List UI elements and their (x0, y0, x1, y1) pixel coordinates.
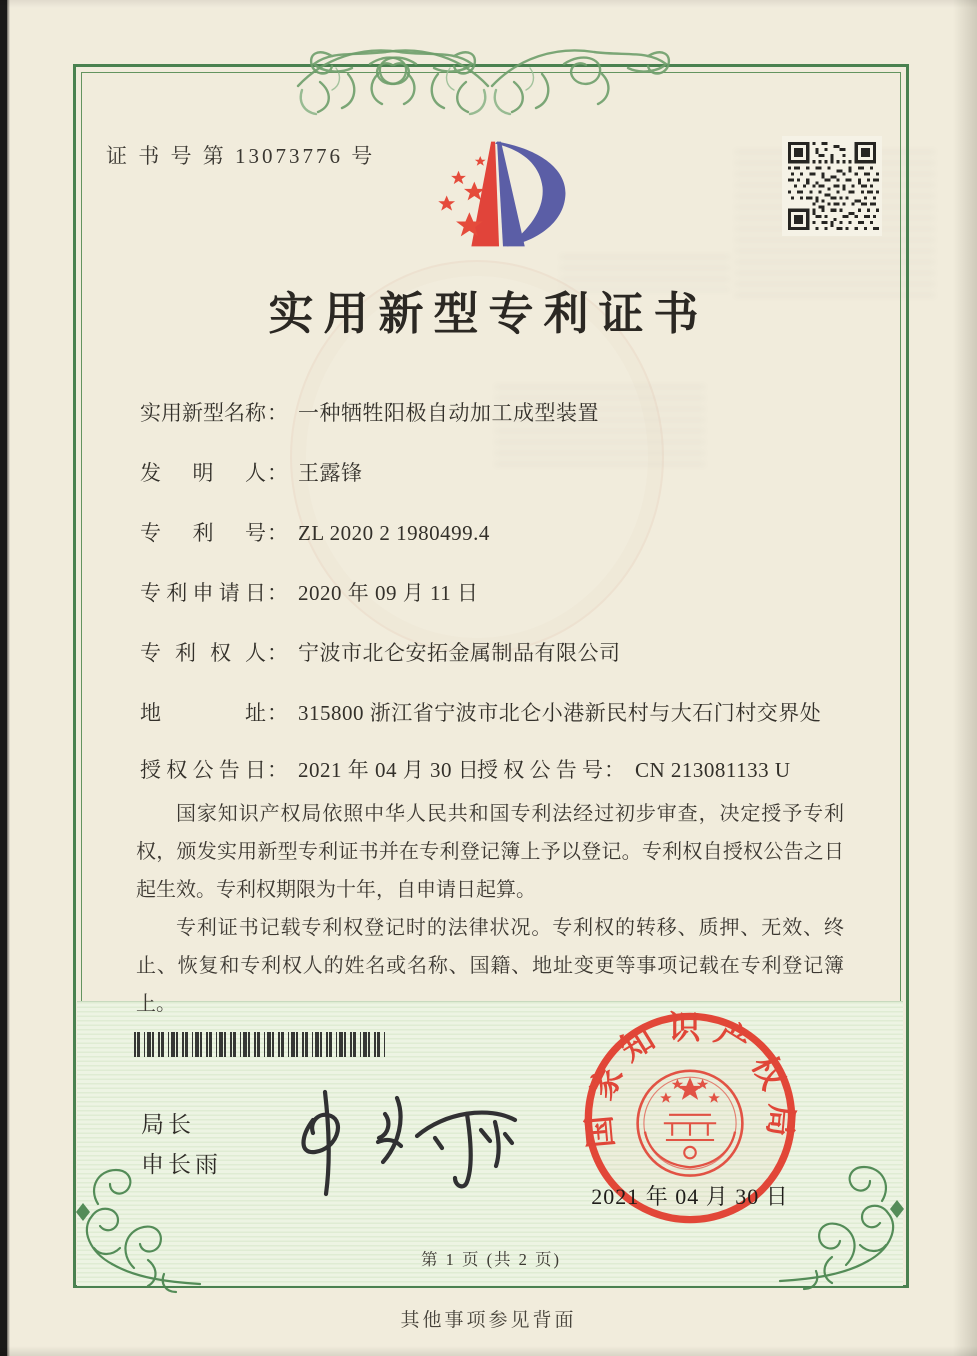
field-label: 实用新型名称 (140, 401, 266, 425)
field-colon: ： (604, 758, 625, 782)
field-label: 授权公告日 (140, 758, 266, 782)
grant-date-under-seal: 2021 年 04 月 30 日 (591, 1184, 789, 1209)
scan-edge-left-shadow (7, 0, 10, 1356)
field-label: 地址 (140, 701, 266, 725)
field-value: CN 213081133 U (635, 758, 791, 782)
back-side-note: 其他事项参见背面 (400, 1310, 577, 1331)
legal-paragraph-1: 国家知识产权局依照中华人民共和国专利法经过初步审查，决定授予专利权，颁发实用新型专利证书并在专利登记簿上予以登记。专利权自授权公告之日起生效。专利权期限为十年，自申请日起算。 (136, 803, 844, 901)
field-colon: ： (267, 521, 288, 545)
field-label: 专利号 (140, 521, 266, 545)
field-grant-date (140, 758, 479, 782)
field-label: 专利权人 (140, 641, 266, 665)
field-label: 发明人 (140, 461, 266, 485)
seal-text: 国家知识产权局 (580, 1010, 800, 1150)
cnipa-logo (418, 132, 586, 256)
legal-text (136, 795, 844, 1023)
field-value: 315800 浙江省宁波市北仑小港新民村与大石门村交界处 (298, 701, 822, 725)
legal-paragraph-2: 专利证书记载专利权登记时的法律状况。专利权的转移、质押、无效、终止、恢复和专利权人的姓名或名称、国籍、地址变更等事项记载在专利登记簿上。 (136, 917, 844, 1015)
field-colon: ： (267, 401, 288, 425)
field-row-filing-date (140, 577, 478, 607)
signature (285, 1078, 525, 1200)
top-border-ornament (296, 34, 684, 128)
certificate-title: 实用新型专利证书 (268, 289, 709, 339)
field-colon: ： (267, 461, 288, 485)
field-label: 授权公告号 (477, 758, 603, 782)
certificate-number: 证 书 号 第 13073776 号 (106, 144, 376, 168)
field-value: 2021 年 04 月 30 日 (298, 758, 480, 782)
field-colon: ： (267, 758, 288, 782)
field-row-address (140, 697, 821, 727)
field-value: 2020 年 09 月 11 日 (298, 581, 479, 605)
field-value: ZL 2020 2 1980499.4 (298, 521, 490, 545)
field-label: 专利申请日 (140, 581, 266, 605)
field-colon: ： (267, 701, 288, 725)
page-indicator: 第 1 页 (共 2 页) (420, 1250, 562, 1269)
scan-edge-top (0, 0, 977, 8)
field-row-grant (140, 754, 791, 784)
commissioner-title: 局长 (141, 1112, 195, 1137)
scan-edge-right (953, 0, 977, 1356)
field-row-inventor (140, 457, 363, 487)
field-row-name (140, 397, 599, 427)
commissioner-name: 申长雨 (141, 1152, 222, 1177)
field-colon: ： (267, 641, 288, 665)
barcode (134, 1032, 386, 1057)
field-row-patentee (140, 637, 621, 667)
field-grant-number (477, 754, 791, 784)
qr-code (782, 136, 882, 236)
field-value: 一种牺牲阳极自动加工成型装置 (298, 401, 599, 425)
field-colon: ： (267, 581, 288, 605)
scan-edge-left (0, 0, 7, 1356)
field-row-patent-no (140, 517, 490, 547)
field-value: 王露锋 (298, 461, 363, 485)
scan-edge-bottom (0, 1346, 977, 1356)
field-value: 宁波市北仑安拓金属制品有限公司 (298, 641, 621, 665)
